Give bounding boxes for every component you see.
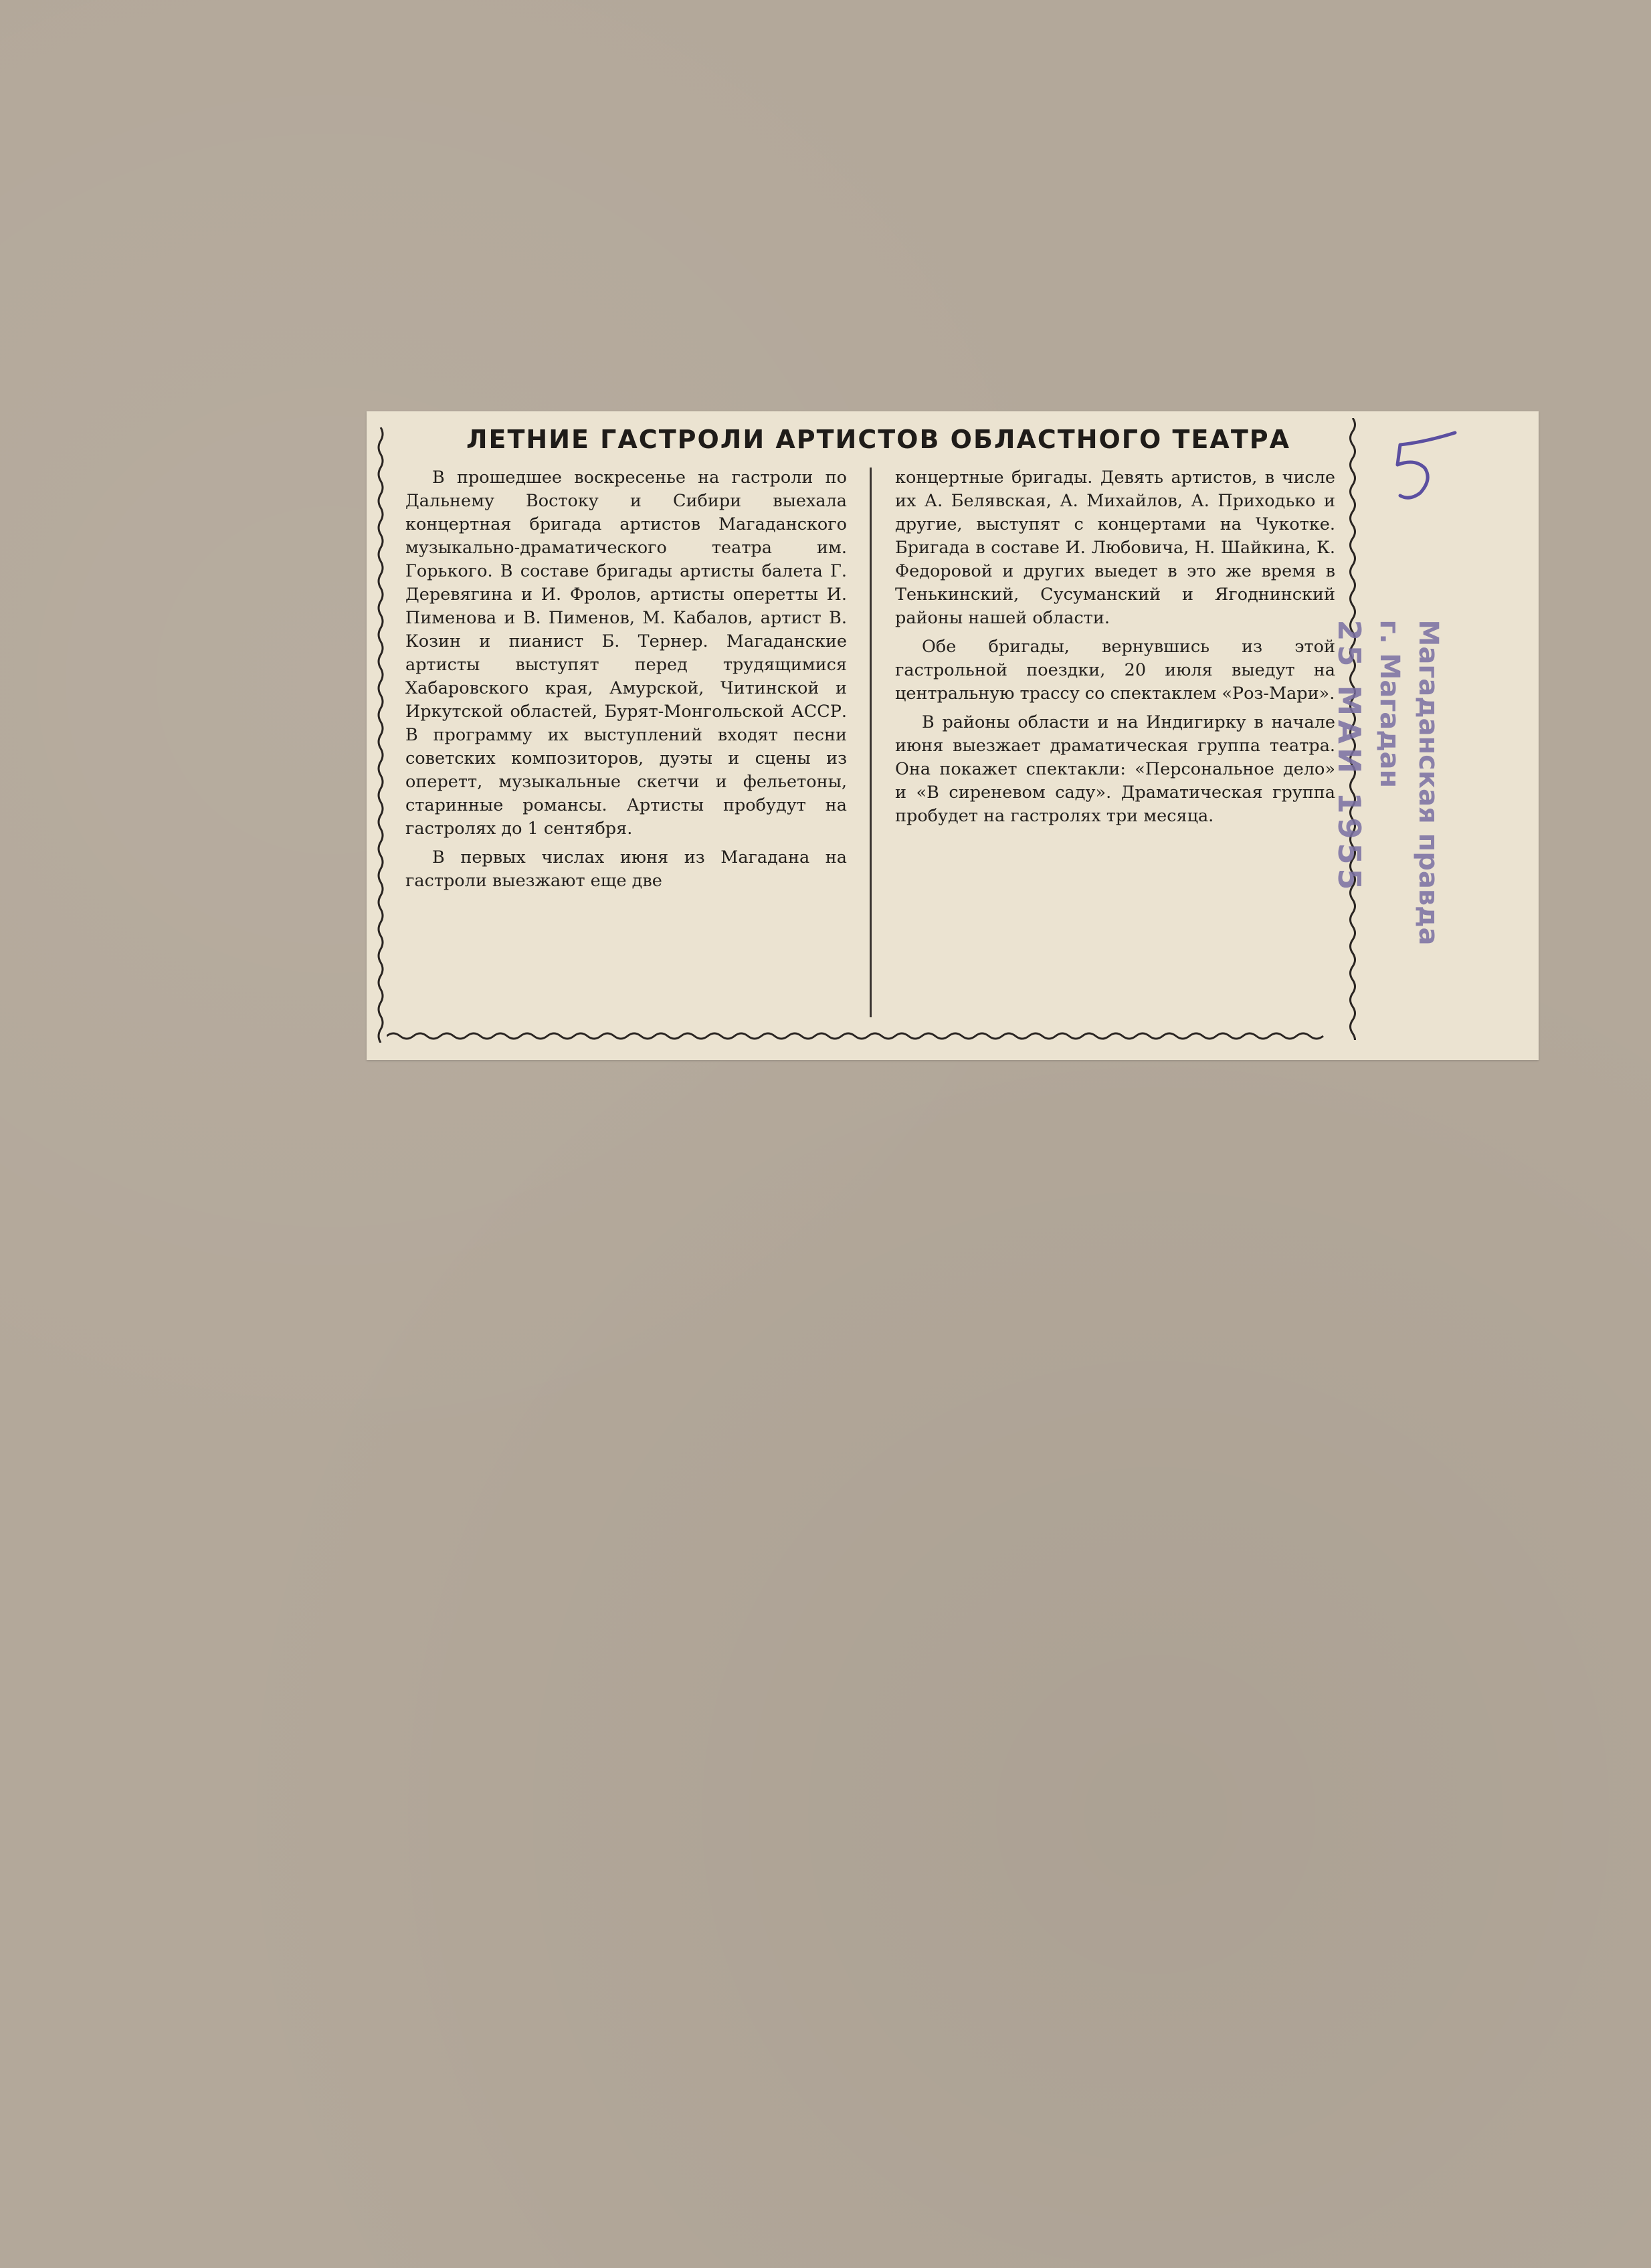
article-column-right: [895, 466, 1335, 828]
column-divider: [870, 468, 872, 1017]
article-column-left: [405, 466, 847, 893]
wavy-border-bottom: [387, 1029, 1357, 1043]
article-paragraph: В первых числах июня из Магадана на гастроли выезжают еще две: [405, 847, 847, 891]
stamp-newspaper: Магаданская правда: [1413, 619, 1444, 946]
wavy-border-left: [376, 427, 385, 1043]
article-headline: ЛЕТНИЕ ГАСТРОЛИ АРТИСТОВ ОБЛАСТНОГО ТЕАТРА: [466, 425, 1291, 454]
stamp-date: 25 МАИ 1955: [1331, 619, 1367, 894]
article-paragraph: концертные бригады. Девять артистов, в числе их А. Белявская, А. Михайлов, А. Приходько и другие, выступят с концертами на Чукотке. Бригада в составе И. Любовича, Н. Шайкина, К. Федоровой и других выедет в это же время в Тенькинский, Сусуманский и Ягоднинский районы нашей области.: [895, 468, 1335, 628]
article-paragraph: В прошедшее воскресенье на гастроли по Дальнему Востоку и Сибири выехала концертная бригада артистов Магаданского музыкально-драматического театра им. Горького. В составе бригады артисты балета Г. Деревягина и И. Фролов, артисты оперетты И. Пименова и В. Пименов, М. Кабалов, артист В. Козин и пианист Б. Тернер. Магаданские артисты выступят перед трудящимися Хабаровского края, Амурской, Читинской и Иркутской областей, Бурят-Монгольской АССР. В программу их выступлений входят песни советских композиторов, дуэты и сцены из оперетт, музыкальные скетчи и фельетоны, старинные романсы. Артисты пробудут на гастролях до 1 сентября.: [405, 468, 847, 839]
wavy-border-right: [1347, 418, 1358, 1040]
article-paragraph: Обе бригады, вернувшись из этой гастрольной поездки, 20 июля выедут на центральную трассу со спектаклем «Роз-Мари».: [895, 637, 1335, 704]
article-paragraph: В районы области и на Индигирку в начале июня выезжает драматическая группа театра. Она покажет спектакли: «Персональное дело» и «В сиреневом саду». Драматическая группа пробудет на гастролях три месяца.: [895, 712, 1335, 826]
handwritten-number-mark: [1388, 418, 1468, 512]
stamp-city: г. Магадан: [1374, 619, 1405, 789]
newspaper-clipping: [367, 411, 1539, 1060]
